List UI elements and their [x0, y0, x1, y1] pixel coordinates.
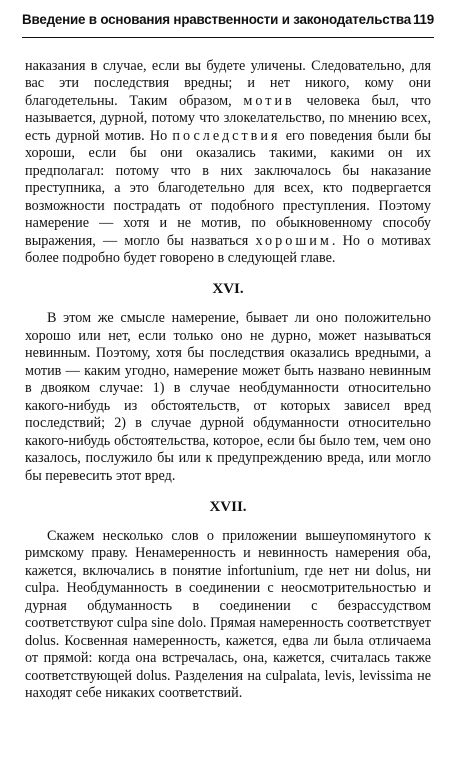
- spaced-emphasis: хорошим: [255, 232, 332, 249]
- page-body: [25, 58, 431, 703]
- paragraph-xvi: В этом же смысле намерение, бывает ли оно положительно хорошо или нет, если только оно не дурно, может называться невинным. Поэтому, хотя бы последствия оказались вредными, а мотив — каким угодно, намерение может быть названо невинным в двояком случае: 1) в случае необдуманности относительно какого-нибудь из обстоятельств, от которых зависел вред последствий; 2) в случае дурной обдуманности относительно какого-нибудь обстоятельства, которое, если бы было тем, чем оно казалось, послужило бы или к предупреждению вреда, или могло бы перевесить этот вред.: [25, 310, 431, 484]
- paragraph-text: человека был, что называется, дурной, потому что злокелательство, по мнению всех, есть дурной мотив. Но: [25, 92, 431, 144]
- spaced-emphasis: мотив: [243, 92, 295, 109]
- spaced-emphasis: последствия: [172, 127, 281, 144]
- section-heading-xvii: XVII.: [209, 498, 247, 515]
- paragraph-xvii: Скажем несколько слов о приложении вышеупомянутого к римскому праву. Ненамеренность и невинность намерения оба, кажется, включались в понятие infortunium, где нет ни dolus, ни culpa. Необдуманность в соединении с неосмотрительностью и дурная обдуманность в соединении с безрассудством соответствуют culpa sine dolo. Прямая намеренность соответствует dolus. Косвенная намеренность, кажется, едва ли была отличаема от прямой: когда она встречалась, она, кажется, считалась также соответствующей dolus. Разделения на culpalata, levis, levissima не находят себе никаких соответствий.: [25, 527, 431, 702]
- running-header: [22, 12, 434, 34]
- section-heading-xvi: XVI.: [212, 281, 244, 298]
- paragraph-text: его поведения были бы хороши, если бы они оказались такими, какими он их предполагал: потому что в них заключалось бы наказание преступника, а это благодетельно для всех, кто подвергается возможности пострадать от подобного преступления. Поэтому намерение — хотя и не мотив, по обыкновенному способу выражения, — могло бы назваться: [25, 127, 431, 249]
- header-rule: [22, 37, 434, 38]
- running-header-title: Введение в основания нравственности и законодательства: [22, 12, 411, 27]
- paragraph-text: наказания в случае, если вы будете уличены. Следовательно, для вас эти последствия вредны; и нет никого, кому они благодетельны. Таким образом,: [25, 58, 431, 109]
- paragraph-continued: [25, 58, 431, 267]
- page-number: 119: [412, 12, 434, 27]
- paragraph-text: . Но о мотивах более подробно будет говорено в следующей главе.: [25, 232, 431, 266]
